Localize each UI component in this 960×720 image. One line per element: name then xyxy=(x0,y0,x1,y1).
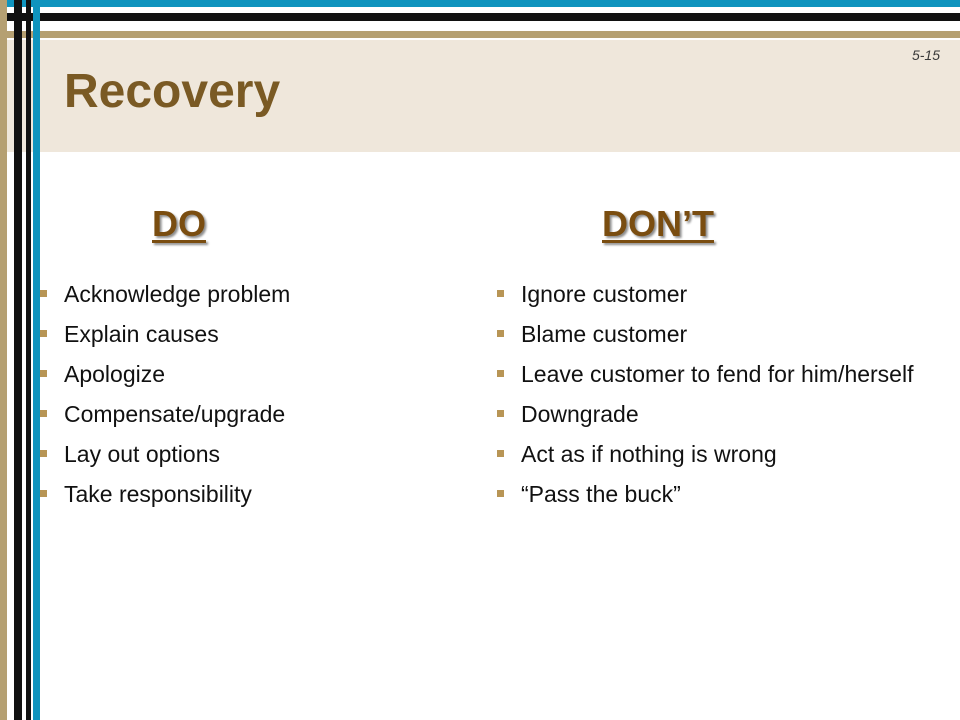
bullet-icon xyxy=(497,370,504,377)
bullet-icon xyxy=(40,330,47,337)
top-stripe-black xyxy=(0,13,960,21)
list-item: Blame customer xyxy=(497,320,917,348)
list-item: Apologize xyxy=(40,360,440,388)
list-item: Explain causes xyxy=(40,320,440,348)
bullet-icon xyxy=(40,410,47,417)
do-heading: DO xyxy=(152,203,206,244)
list-item: Lay out options xyxy=(40,440,440,468)
list-item: Act as if nothing is wrong xyxy=(497,440,917,468)
list-item: Ignore customer xyxy=(497,280,917,308)
left-stripe-tan xyxy=(0,0,7,720)
list-item: Downgrade xyxy=(497,400,917,428)
top-stripe-teal xyxy=(0,0,960,7)
bullet-icon xyxy=(40,370,47,377)
dont-heading: DON’T xyxy=(602,203,714,244)
left-stripe-black-2 xyxy=(26,0,31,720)
left-stripe-teal xyxy=(33,0,40,720)
slide-number: 5-15 xyxy=(911,47,940,63)
bullet-icon xyxy=(497,490,504,497)
do-list xyxy=(40,280,440,520)
bullet-icon xyxy=(497,410,504,417)
bullet-icon xyxy=(40,490,47,497)
list-item: Compensate/upgrade xyxy=(40,400,440,428)
bullet-icon xyxy=(40,450,47,457)
bullet-icon xyxy=(497,290,504,297)
bullet-icon xyxy=(497,450,504,457)
top-stripe-tan xyxy=(0,31,960,38)
slide-title: Recovery xyxy=(64,65,281,118)
list-item: “Pass the buck” xyxy=(497,480,917,508)
dont-list xyxy=(497,280,917,520)
list-item: Take responsibility xyxy=(40,480,440,508)
left-stripe-black xyxy=(14,0,22,720)
bullet-icon xyxy=(40,290,47,297)
list-item: Leave customer to fend for him/herself xyxy=(497,360,917,388)
bullet-icon xyxy=(497,330,504,337)
list-item: Acknowledge problem xyxy=(40,280,440,308)
